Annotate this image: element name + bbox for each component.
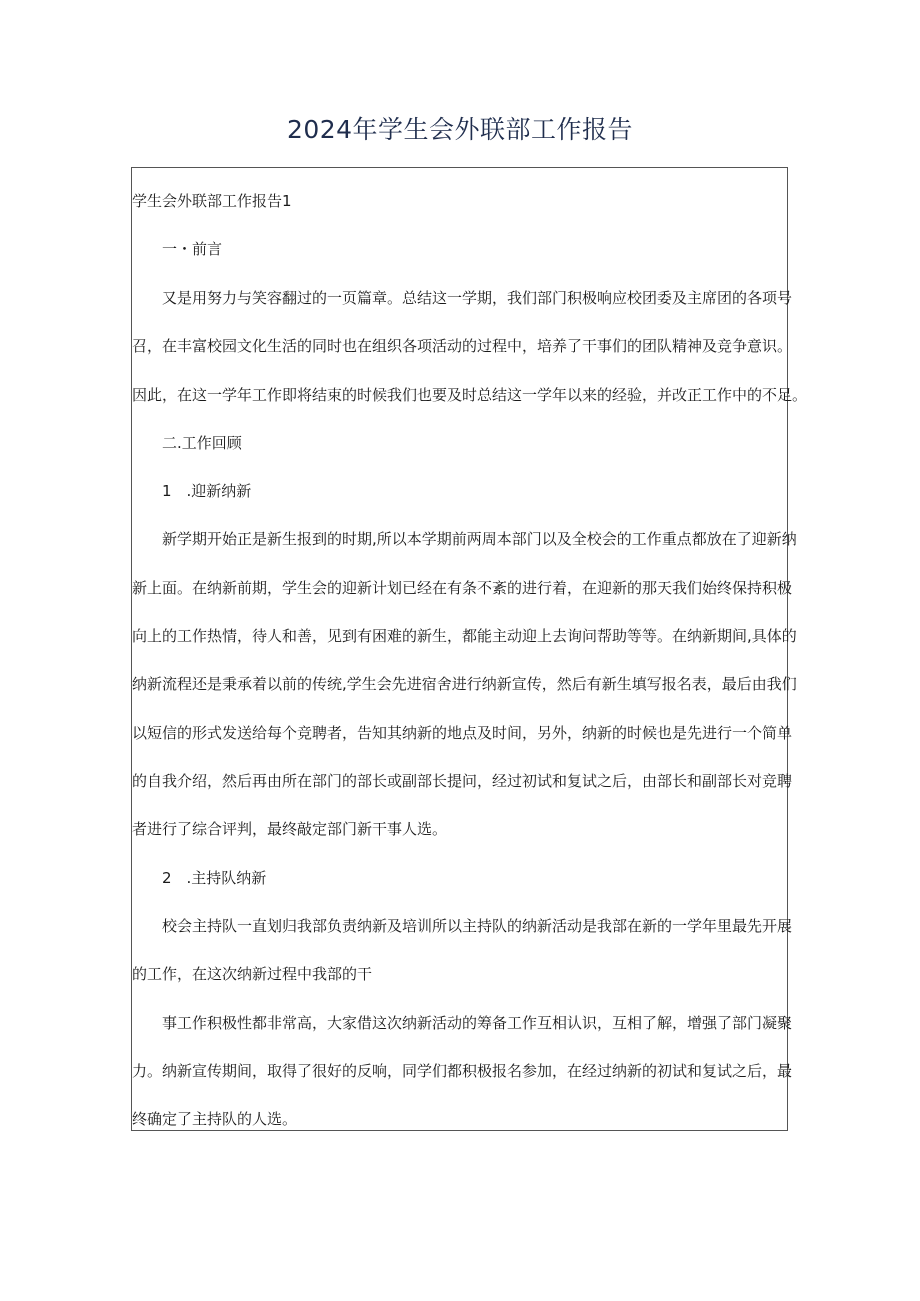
section-heading-review: 二.工作回顾 <box>162 434 242 452</box>
item-heading-orientation: 1 .迎新纳新 <box>162 482 252 500</box>
paragraph-line: 力。纳新宣传期间，取得了很好的反响，同学们都积极报名参加，在经过纳新的初试和复试之后，最 <box>132 1062 793 1080</box>
paragraph-line: 纳新流程还是秉承着以前的传统,学生会先进宿舍进行纳新宣传，然后有新生填写报名表，最后由我们 <box>132 675 797 693</box>
paragraph-line: 又是用努力与笑容翻过的一页篇章。总结这一学期，我们部门积极响应校团委及主席团的各项号 <box>162 289 793 307</box>
paragraph-line: 者进行了综合评判，最终敲定部门新干事人选。 <box>132 820 448 838</box>
paragraph-line: 向上的工作热情，待人和善，见到有困难的新生，都能主动迎上去询问帮助等等。在纳新期间,具体的 <box>132 627 797 645</box>
paragraph-line: 事工作积极性都非常高，大家借这次纳新活动的筹备工作互相认识，互相了解，增强了部门凝聚 <box>162 1014 793 1032</box>
paragraph-line: 的工作，在这次纳新过程中我部的干 <box>132 965 373 983</box>
report-subtitle: 学生会外联部工作报告1 <box>132 192 292 210</box>
paragraph-line: 以短信的形式发送给每个竞聘者，告知其纳新的地点及时间，另外，纳新的时候也是先进行一个简单 <box>132 724 793 742</box>
content-box <box>131 167 808 1131</box>
document-title: 2024年学生会外联部工作报告 <box>286 115 634 144</box>
paragraph-line: 召，在丰富校园文化生活的同时也在组织各项活动的过程中，培养了干事们的团队精神及竞争意识。 <box>132 337 793 355</box>
section-heading-preface: 一・前言 <box>162 240 223 258</box>
paragraph-line: 新上面。在纳新前期，学生会的迎新计划已经在有条不紊的进行着，在迎新的那天我们始终保持积极 <box>132 579 793 597</box>
paragraph-line: 校会主持队一直划归我部负责纳新及培训所以主持队的纳新活动是我部在新的一学年里最先开展 <box>162 917 793 935</box>
paragraph-line: 新学期开始正是新生报到的时期,所以本学期前两周本部门以及全校会的工作重点都放在了迎新纳 <box>162 530 797 548</box>
paragraph-line: 因此，在这一学年工作即将结束的时候我们也要及时总结这一学年以来的经验，并改正工作中的不足。 <box>132 386 808 404</box>
paragraph-line: 终确定了主持队的人选。 <box>132 1110 298 1128</box>
item-heading-host-team: 2 .主持队纳新 <box>162 869 267 887</box>
paragraph-line: 的自我介绍，然后再由所在部门的部长或副部长提问，经过初试和复试之后，由部长和副部长对竞聘 <box>132 772 793 790</box>
